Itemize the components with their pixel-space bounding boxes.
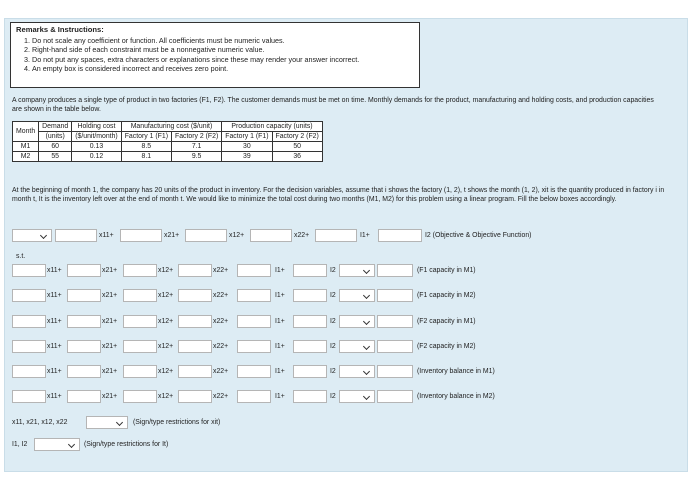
constraint-rhs-input[interactable] bbox=[377, 264, 413, 277]
constraint-coef-input[interactable] bbox=[293, 264, 327, 277]
constraint-term: x12+ bbox=[158, 267, 174, 274]
constraint-rhs-input[interactable] bbox=[377, 315, 413, 328]
constraint-term: x21+ bbox=[102, 343, 118, 350]
remarks-list bbox=[16, 36, 414, 74]
table-header: (units) bbox=[39, 132, 72, 142]
constraint-coef-input[interactable] bbox=[237, 264, 271, 277]
constraint-coef-input[interactable] bbox=[67, 289, 101, 302]
constraint-coef-input[interactable] bbox=[12, 264, 46, 277]
sign-x-dropdown[interactable] bbox=[86, 416, 128, 429]
chevron-down-icon bbox=[363, 343, 370, 350]
constraint-coef-input[interactable] bbox=[237, 340, 271, 353]
intro-text: A company produces a single type of product in two factories (F1, F2). The customer demands must be met on time. Monthly demands for the product, manufacturing and holding costs, and production capacities are shown in the table below. bbox=[12, 97, 654, 114]
table-cell: 30 bbox=[222, 142, 272, 152]
constraint-term: x12+ bbox=[158, 393, 174, 400]
constraint-coef-input[interactable] bbox=[123, 264, 157, 277]
constraint-term: I2 bbox=[330, 267, 336, 274]
table-cell: 0.13 bbox=[72, 142, 122, 152]
constraint-coef-input[interactable] bbox=[12, 340, 46, 353]
constraint-term: x22+ bbox=[213, 393, 229, 400]
chevron-down-icon bbox=[68, 441, 75, 448]
sign-x-vars: x11, x21, x12, x22 bbox=[12, 419, 68, 426]
constraint-coef-input[interactable] bbox=[123, 315, 157, 328]
chevron-down-icon bbox=[363, 368, 370, 375]
constraint-term: I2 bbox=[330, 368, 336, 375]
constraint-coef-input[interactable] bbox=[237, 315, 271, 328]
objective-coef-input[interactable] bbox=[378, 229, 422, 242]
constraint-term: x11+ bbox=[47, 393, 62, 400]
constraint-coef-input[interactable] bbox=[178, 264, 212, 277]
constraint-coef-input[interactable] bbox=[12, 289, 46, 302]
constraint-coef-input[interactable] bbox=[178, 390, 212, 403]
constraint-term: I2 bbox=[330, 292, 336, 299]
constraint-coef-input[interactable] bbox=[12, 390, 46, 403]
sign-i-dropdown[interactable] bbox=[34, 438, 80, 451]
constraint-term: x11+ bbox=[47, 292, 62, 299]
constraint-term: I1+ bbox=[275, 343, 285, 350]
constraint-term: x12+ bbox=[158, 368, 174, 375]
table-cell: M1 bbox=[13, 142, 39, 152]
table-cell: 9.5 bbox=[171, 152, 221, 162]
remark-item: 4. An empty box is considered incorrect and receives zero point. bbox=[32, 64, 414, 74]
table-cell: 8.1 bbox=[121, 152, 171, 162]
constraint-coef-input[interactable] bbox=[178, 315, 212, 328]
constraint-coef-input[interactable] bbox=[293, 365, 327, 378]
constraint-term: x12+ bbox=[158, 292, 174, 299]
constraint-term: x22+ bbox=[213, 318, 229, 325]
sign-i-vars: I1, I2 bbox=[12, 441, 28, 448]
constraint-coef-input[interactable] bbox=[237, 390, 271, 403]
objective-coef-input[interactable] bbox=[250, 229, 292, 242]
constraint-term: I1+ bbox=[275, 368, 285, 375]
chevron-down-icon bbox=[40, 232, 47, 239]
constraint-coef-input[interactable] bbox=[293, 289, 327, 302]
constraint-term: x21+ bbox=[102, 267, 118, 274]
constraint-term: x11+ bbox=[47, 368, 62, 375]
constraint-sign-dropdown[interactable] bbox=[339, 365, 375, 378]
table-header: Factory 2 (F2) bbox=[272, 132, 322, 142]
table-cell: 60 bbox=[39, 142, 72, 152]
table-header: Factory 1 (F1) bbox=[121, 132, 171, 142]
st-label: s.t. bbox=[16, 253, 26, 260]
constraint-label: (F2 capacity in M2) bbox=[417, 343, 476, 350]
table-cell: 50 bbox=[272, 142, 322, 152]
constraint-term: I1+ bbox=[275, 292, 285, 299]
constraint-label: (F2 capacity in M1) bbox=[417, 318, 476, 325]
constraint-label: (Inventory balance in M1) bbox=[417, 368, 495, 375]
constraint-sign-dropdown[interactable] bbox=[339, 264, 375, 277]
objective-term: x22+ bbox=[294, 232, 310, 239]
constraint-sign-dropdown[interactable] bbox=[339, 315, 375, 328]
constraint-term: I1+ bbox=[275, 393, 285, 400]
constraint-term: I2 bbox=[330, 318, 336, 325]
constraint-term: x21+ bbox=[102, 368, 118, 375]
chevron-down-icon bbox=[116, 419, 123, 426]
constraint-coef-input[interactable] bbox=[67, 315, 101, 328]
constraint-label: (F1 capacity in M1) bbox=[417, 267, 476, 274]
constraint-coef-input[interactable] bbox=[12, 365, 46, 378]
constraint-term: x22+ bbox=[213, 343, 229, 350]
remark-item: 2. Right-hand side of each constraint must be a nonnegative numeric value. bbox=[32, 45, 414, 55]
constraint-sign-dropdown[interactable] bbox=[339, 289, 375, 302]
table-header: Holding cost bbox=[72, 122, 122, 132]
constraint-term: I2 bbox=[330, 393, 336, 400]
constraint-coef-input[interactable] bbox=[67, 264, 101, 277]
table-header: Demand bbox=[39, 122, 72, 132]
objective-coef-input[interactable] bbox=[185, 229, 227, 242]
table-header: Production capacity (units) bbox=[222, 122, 323, 132]
table-cell: 39 bbox=[222, 152, 272, 162]
constraint-term: x12+ bbox=[158, 318, 174, 325]
sign-i-note: (Sign/type restrictions for It) bbox=[84, 441, 169, 448]
constraint-term: x22+ bbox=[213, 368, 229, 375]
constraint-coef-input[interactable] bbox=[178, 289, 212, 302]
constraint-coef-input[interactable] bbox=[178, 365, 212, 378]
constraint-rhs-input[interactable] bbox=[377, 365, 413, 378]
constraint-coef-input[interactable] bbox=[123, 365, 157, 378]
constraint-term: x22+ bbox=[213, 292, 229, 299]
table-header: ($/unit/month) bbox=[72, 132, 122, 142]
chevron-down-icon bbox=[363, 318, 370, 325]
constraint-coef-input[interactable] bbox=[123, 340, 157, 353]
remark-item: 3. Do not put any spaces, extra characters or explanations since these may render your answer incorrect. bbox=[32, 55, 414, 65]
constraint-sign-dropdown[interactable] bbox=[339, 390, 375, 403]
data-table bbox=[12, 121, 323, 162]
constraint-term: x22+ bbox=[213, 267, 229, 274]
table-header: Month bbox=[13, 122, 39, 142]
constraint-coef-input[interactable] bbox=[293, 340, 327, 353]
table-header: Manufacturing cost ($/unit) bbox=[121, 122, 222, 132]
constraint-sign-dropdown[interactable] bbox=[339, 340, 375, 353]
table-row bbox=[13, 152, 323, 162]
constraint-term: I1+ bbox=[275, 318, 285, 325]
constraint-term: x12+ bbox=[158, 343, 174, 350]
problem-text: At the beginning of month 1, the company has 20 units of the product in inventory. For the decision variables, assume that i shows the factory (1, 2), t shows the month (1, 2), xit is the quantity produced in factory i in month t, It is the inventory left over at the end of month t. We would like to minimize the total cost during two months (M1, M2) for this problem using a linear program. Fill the below boxes accordingly. bbox=[12, 187, 665, 204]
objective-type-dropdown[interactable] bbox=[12, 229, 52, 242]
table-cell: M2 bbox=[13, 152, 39, 162]
constraint-rhs-input[interactable] bbox=[377, 340, 413, 353]
constraint-rhs-input[interactable] bbox=[377, 390, 413, 403]
constraint-label: (F1 capacity in M2) bbox=[417, 292, 476, 299]
sign-x-note: (Sign/type restrictions for xit) bbox=[133, 419, 221, 426]
objective-term: I1+ bbox=[360, 232, 370, 239]
constraint-coef-input[interactable] bbox=[67, 390, 101, 403]
objective-term: x12+ bbox=[229, 232, 245, 239]
table-cell: 55 bbox=[39, 152, 72, 162]
constraint-term: x21+ bbox=[102, 292, 118, 299]
objective-coef-input[interactable] bbox=[120, 229, 162, 242]
constraint-term: I1+ bbox=[275, 267, 285, 274]
constraint-coef-input[interactable] bbox=[67, 340, 101, 353]
constraint-coef-input[interactable] bbox=[237, 365, 271, 378]
table-header: Factory 2 (F2) bbox=[171, 132, 221, 142]
objective-coef-input[interactable] bbox=[315, 229, 357, 242]
constraint-coef-input[interactable] bbox=[123, 390, 157, 403]
table-cell: 0.12 bbox=[72, 152, 122, 162]
constraint-term: x11+ bbox=[47, 267, 62, 274]
table-row bbox=[13, 142, 323, 152]
constraint-coef-input[interactable] bbox=[293, 390, 327, 403]
constraint-term: x21+ bbox=[102, 318, 118, 325]
remarks-title: Remarks & Instructions: bbox=[16, 25, 104, 34]
constraint-coef-input[interactable] bbox=[67, 365, 101, 378]
constraint-term: x11+ bbox=[47, 318, 62, 325]
table-header: Factory 1 (F1) bbox=[222, 132, 272, 142]
constraint-term: x21+ bbox=[102, 393, 118, 400]
constraint-label: (Inventory balance in M2) bbox=[417, 393, 495, 400]
constraint-term: I2 bbox=[330, 343, 336, 350]
chevron-down-icon bbox=[363, 393, 370, 400]
constraint-coef-input[interactable] bbox=[123, 289, 157, 302]
constraint-coef-input[interactable] bbox=[12, 315, 46, 328]
objective-coef-input[interactable] bbox=[55, 229, 97, 242]
remarks-box bbox=[10, 22, 420, 88]
table-cell: 7.1 bbox=[171, 142, 221, 152]
chevron-down-icon bbox=[363, 267, 370, 274]
constraint-term: x11+ bbox=[47, 343, 62, 350]
constraint-coef-input[interactable] bbox=[237, 289, 271, 302]
table-cell: 36 bbox=[272, 152, 322, 162]
objective-term: x21+ bbox=[164, 232, 180, 239]
objective-term: x11+ bbox=[99, 232, 114, 239]
constraint-rhs-input[interactable] bbox=[377, 289, 413, 302]
table-cell: 8.5 bbox=[121, 142, 171, 152]
constraint-coef-input[interactable] bbox=[178, 340, 212, 353]
constraint-coef-input[interactable] bbox=[293, 315, 327, 328]
remark-item: 1. Do not scale any coefficient or function. All coefficients must be numeric values. bbox=[32, 36, 414, 46]
chevron-down-icon bbox=[363, 292, 370, 299]
objective-label: I2 (Objective & Objective Function) bbox=[425, 232, 532, 239]
